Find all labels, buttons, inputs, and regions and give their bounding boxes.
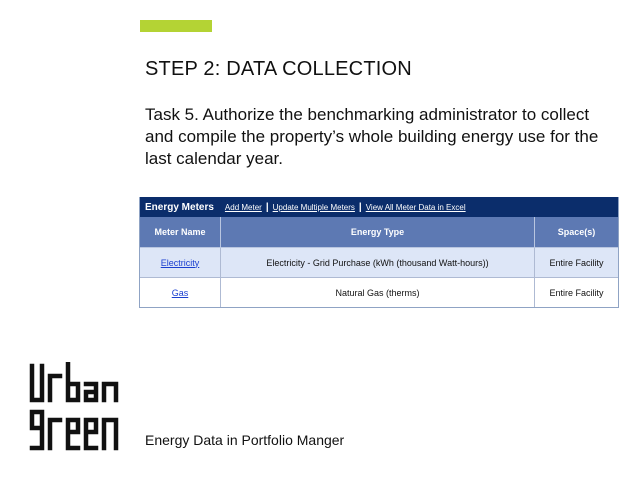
meters-table: [140, 217, 618, 307]
urban-green-logo-mark: [28, 362, 123, 452]
add-meter-link[interactable]: Add Meter: [224, 202, 262, 212]
energy-meters-header: [140, 197, 618, 217]
footer-caption: Energy Data in Portfolio Manger: [145, 432, 345, 448]
energy-meters-title: Energy Meters: [145, 201, 214, 213]
meter-link-electricity[interactable]: Electricity: [160, 257, 200, 268]
link-separator: |: [265, 201, 269, 213]
energy-type-cell: Natural Gas (therms): [221, 278, 535, 308]
meter-name-cell: [140, 248, 221, 278]
table-header-row: [140, 217, 618, 248]
link-separator: |: [358, 201, 362, 213]
meter-name-cell: [140, 278, 221, 308]
meter-link-gas[interactable]: Gas: [171, 287, 189, 298]
energy-type-cell: Electricity - Grid Purchase (kWh (thousand Watt-hours)): [221, 248, 535, 278]
task-description: Task 5. Authorize the benchmarking administrator to collect and compile the property’s whole building energy use for the last calendar year.: [145, 105, 599, 168]
urban-green-logo: [28, 362, 123, 457]
column-header-meter-name[interactable]: Meter Name: [140, 217, 221, 248]
column-header-energy-type[interactable]: Energy Type: [221, 217, 535, 248]
table-row: [140, 278, 618, 308]
energy-meters-panel: [139, 197, 619, 308]
column-header-spaces[interactable]: Space(s): [535, 217, 619, 248]
step-title: STEP 2: DATA COLLECTION: [145, 58, 412, 80]
update-multiple-meters-link[interactable]: Update Multiple Meters: [272, 202, 355, 212]
space-cell: Entire Facility: [535, 278, 619, 308]
accent-bar: [140, 20, 212, 32]
space-cell: Entire Facility: [535, 248, 619, 278]
table-row: [140, 248, 618, 278]
view-meter-data-excel-link[interactable]: View All Meter Data in Excel: [365, 202, 466, 212]
